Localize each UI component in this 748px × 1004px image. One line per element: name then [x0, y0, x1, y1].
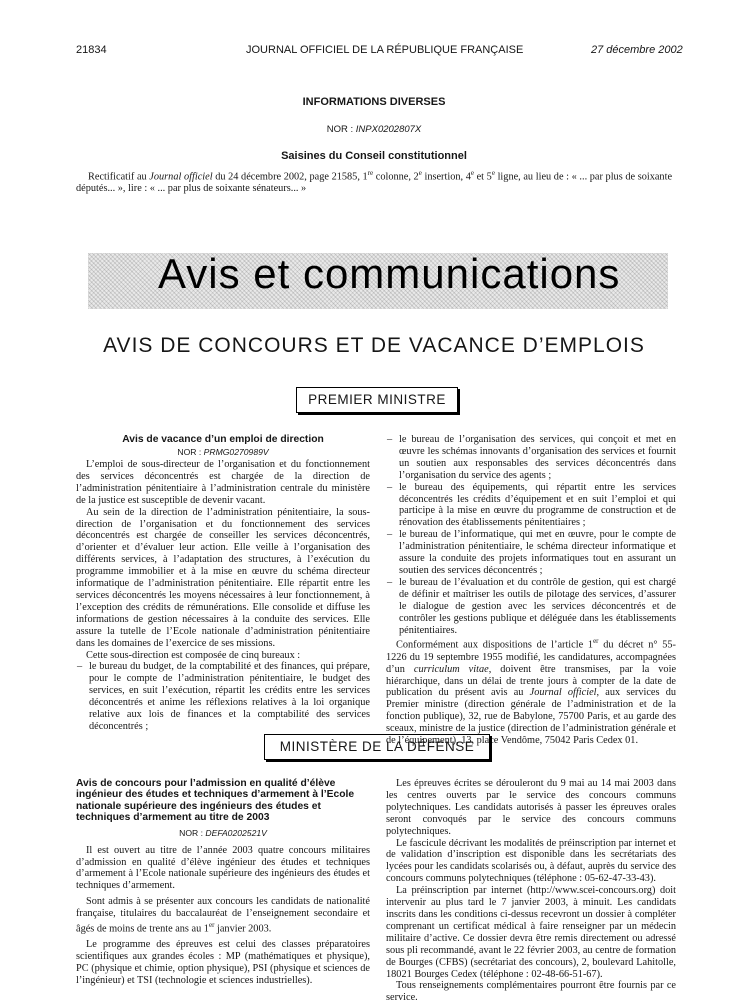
- paragraph: Cette sous-direction est composée de cinq bureaux :: [86, 649, 301, 661]
- list-item: – le bureau de l’informatique, qui met en œuvre, pour le compte de l’administration pénitentiaire, le schéma directeur informatique et assure la conduite des projets informatiques tout en assurant un soutien des services déconcentrés ;: [386, 529, 676, 577]
- paragraph: L’emploi de sous-directeur de l’organisation et du fonctionnement des services déconcentrés est chargée de la direction de l’administration pénitentiaire à l’administration centrale du ministère de la justice est susceptible de devenir vacant.: [76, 459, 370, 506]
- list-item: – le bureau des équipements, qui répartit entre les services déconcentrés les crédits d’équipement et en suit l’emploi et qui participe à la mise en œuvre du programme de construction et de rénovation des établissements pénitentiaires ;: [386, 482, 676, 530]
- nor-code: INPX0202807X: [355, 124, 422, 135]
- paragraph: Le fascicule décrivant les modalités de préinscription par internet et de validation d’inscription est disponible dans les secrétariats des lycées pour les candidats scolarisés ou, à défaut, auprès du service des concours communs polytechniques (téléphone : 05-62-47-33-43).: [386, 837, 676, 885]
- journal-title: JOURNAL OFFICIEL DE LA RÉPUBLIQUE FRANÇAISE: [246, 44, 524, 56]
- paragraph: Tous renseignements complémentaires pourront être fournis par ce service.: [386, 980, 676, 1004]
- paragraph: Il est ouvert au titre de l’année 2003 quatre concours militaires d’admission en qualité d’élève ingénieur des études et techniques d’armement à l’Ecole nationale supérieure des ingénieurs des études et techniques d’armement.: [76, 844, 370, 892]
- ministry-box-defense: MINISTÈRE DE LA DÉFENSE: [264, 734, 490, 760]
- list-item: – le bureau de l’organisation des services, qui conçoit et met en œuvre les schémas innovants d’organisation des services et fournit un soutien aux responsables des services déconcentrés dans l’organisation du service des agents ;: [386, 434, 676, 482]
- avis-title: Avis de vacance d’un emploi de direction: [122, 434, 324, 445]
- paragraph: Le programme des épreuves est celui des classes préparatoires scientifiques aux grandes écoles : MP (mathématiques et physique), PC (physique et chimie, option physique), PSI (physique et sciences de l’ingénieur) et TSI (technologie et sciences industrielles).: [76, 939, 370, 987]
- concours-nor: NOR : DEFA0202521V: [179, 827, 267, 838]
- informations-heading: INFORMATIONS DIVERSES: [302, 96, 446, 108]
- rectificatif-paragraph: Rectificatif au Journal officiel du 24 décembre 2002, page 21585, 1re colonne, 2e insertion, 4e et 5e ligne, au lieu de : « ... par plus de soixante députés... », lire : « ... par plus de soixante sénateurs... »: [76, 169, 673, 195]
- premier-ministre-left-column: [76, 434, 370, 733]
- list-item: – le bureau de l’évaluation et du contrôle de gestion, qui est chargé de définir et maîtriser les outils de pilotage des services, d’assurer le dialogue de gestion avec les services déconcentrés et de contrôler les gestions publique et déléguée dans les établissements pénitentiaires.: [386, 577, 676, 637]
- defense-left-column: [76, 778, 370, 987]
- ministry-box-premier-ministre: PREMIER MINISTRE: [296, 387, 458, 413]
- list-item: – le bureau du budget, de la comptabilité et des finances, qui prépare, pour le compte de l’administration pénitentiaire, le budget des services, en suit l’exécution, répartit les crédits entre les services déconcentrés et anime les réflexions relatives à la loi organique relative aux lois de finances et la comptabilité des services déconcentrés ;: [76, 661, 370, 732]
- paragraph: Sont admis à se présenter aux concours les candidats de nationalité française, titulaires du baccalauréat de l’enseignement secondaire et âgés de moins de trente ans au 1er janvier 2003.: [76, 896, 370, 935]
- page-number: 21834: [76, 44, 107, 56]
- paragraph: Les épreuves écrites se dérouleront du 9 mai au 14 mai 2003 dans les centres ouverts par le service des concours communs polytechniques. Les candidats autorisés à passer les épreuves orales seront convoqués par le service des concours communs polytechniques.: [386, 778, 676, 837]
- bureau-list: [76, 661, 370, 732]
- banner-title: Avis et communications: [158, 250, 621, 297]
- avis-nor: NOR : PRMG0270989V: [177, 447, 269, 457]
- defense-right-column: [386, 778, 676, 1004]
- saisines-heading: Saisines du Conseil constitutionnel: [281, 150, 467, 162]
- bureau-list-continued: [386, 434, 676, 636]
- concours-title: Avis de concours pour l’admission en qualité d’élève ingénieur des études et techniques d’armement à l’Ecole nationale supérieure des ingénieurs des études et techniques d’armement au titre de 2003: [76, 778, 355, 824]
- paragraph-candidatures: Conformément aux dispositions de l’article 1er du décret n° 55-1226 du 19 septembre 1955 modifié, les candidatures, accompagnées d’un curriculum vitae, doivent être transmises, par la voie hiérarchique, dans un délai de trente jours à compter de la date de publication du présent avis au Journal officiel, aux services du Premier ministre (direction générale de l’administration et de la fonction publique), 32, rue de Babylone, 75700 Paris, et au garde des sceaux, ministre de la justice (direction de l’administration générale et de l’équipement), 13, place Vendôme, 75042 Paris Cedex 01.: [386, 637, 677, 747]
- premier-ministre-right-column: [386, 434, 676, 747]
- paragraph: La préinscription par internet (http://www.scei-concours.org) doit intervenir au plus tard le 7 janvier 2003, à minuit. Les candidats inscrits dans les conditions ci-dessus recevront un dossier à compléter comprenant un certificat médical à faire renseigner par un médecin militaire d’active. Ce dossier devra être remis directement ou adressé sous pli recommandé, avant le 22 février 2003, au centre de formation de Bourges (CFBS) (secrétariat des concours), 2, boulevard Lahitolle, 18021 Bourges Cedex (téléphone : 02-48-66-51-67).: [386, 885, 676, 980]
- issue-date: 27 décembre 2002: [591, 44, 683, 56]
- paragraph: Au sein de la direction de l’administration pénitentiaire, la sous-direction de l’organisation et du fonctionnement des services déconcentrés est chargée de conseiller les services déconcentrés, d’orienter et d’évaluer leur action. Elle veille à l’organisation des différents services, à l’adaptation des structures, à l’exécution du programme immobilier et à la mise en œuvre du schéma directeur informatique de l’administration pénitentiaire. Elle répartit entre les services déconcentrés les moyens nécessaires à leur fonctionnement, à l’exception des crédits de rémunérations. Elle consolide et diffuse les informations de gestion nécessaires à la conduite des services. Elle assure la tutelle de l’Ecole nationale d’administration pénitentiaire dans les domaines de l’exercice de ses missions.: [76, 506, 370, 649]
- section-title: AVIS DE CONCOURS ET DE VACANCE D’EMPLOIS: [103, 334, 645, 357]
- nor-label: NOR :: [326, 124, 354, 135]
- nor-line: [0, 124, 748, 135]
